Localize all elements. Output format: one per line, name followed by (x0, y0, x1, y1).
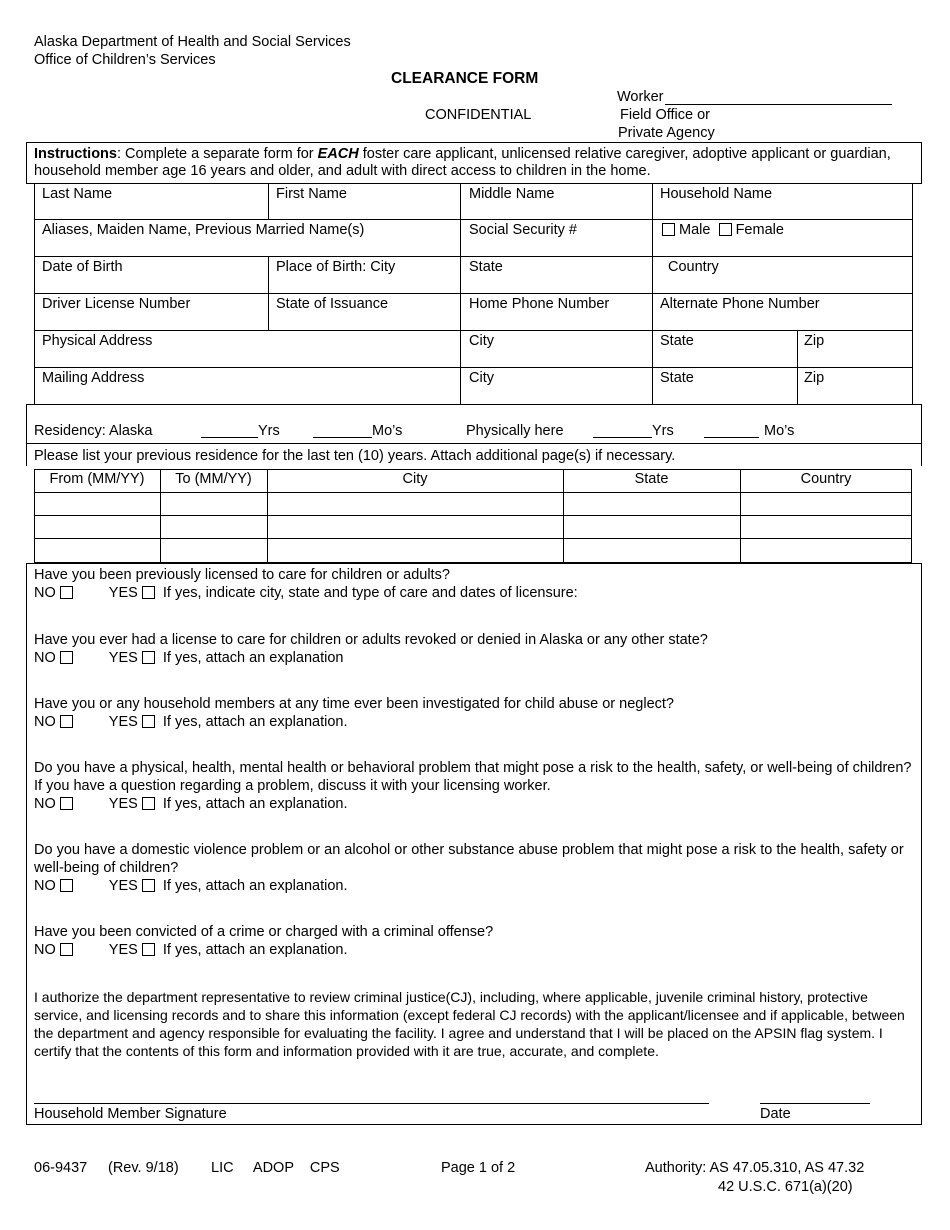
table-row[interactable] (36, 540, 910, 561)
program-tags: LIC ADOP CPS (211, 1160, 340, 1176)
table-row[interactable] (36, 517, 910, 537)
middle-name-field[interactable]: Middle Name (469, 186, 555, 202)
question-criminal: Have you been convicted of a crime or charged with a criminal offense? NO YES If yes, attach an explanation. (34, 924, 494, 958)
q5-yes-checkbox[interactable] (142, 879, 155, 892)
authority-usc: 42 U.S.C. 671(a)(20) (718, 1179, 853, 1195)
col-to: To (MM/YY) (175, 471, 252, 487)
residence-list-instruction: Please list your previous residence for the last ten (10) years. Attach additional page(s) if necessary. (34, 448, 676, 464)
sex-selector (662, 222, 784, 238)
alaska-months-field[interactable] (313, 437, 372, 438)
form-title: CLEARANCE FORM (391, 70, 539, 87)
question-investigated: Have you or any household members at any time ever been investigated for child abuse or neglect? NO YES If yes, attach an explanation. (34, 696, 674, 730)
confidential-label: CONFIDENTIAL (425, 107, 532, 123)
male-label: Male (679, 222, 711, 238)
physical-state-field[interactable]: State (660, 333, 694, 349)
date-field[interactable] (760, 1103, 870, 1104)
alt-phone-field[interactable]: Alternate Phone Number (660, 296, 820, 312)
q2-no-checkbox[interactable] (60, 651, 73, 664)
col-city: City (402, 471, 428, 487)
worker-field[interactable] (665, 104, 892, 105)
question-revoked: Have you ever had a license to care for children or adults revoked or denied in Alaska or any other state? NO YES If yes, attach an explanation (34, 632, 708, 666)
physical-address-field[interactable]: Physical Address (42, 333, 153, 349)
page-number: Page 1 of 2 (441, 1160, 516, 1176)
state-of-issuance-field[interactable]: State of Issuance (276, 296, 389, 312)
worker-label: Worker (617, 89, 664, 105)
ssn-field[interactable]: Social Security # (469, 222, 577, 238)
here-months-field[interactable] (704, 437, 759, 438)
question-substance: Do you have a domestic violence problem or an alcohol or other substance abuse problem that might pose a risk to the health, safety or well-being of children? NO YES If yes, attach an explanation. (34, 842, 904, 894)
mailing-state-field[interactable]: State (660, 370, 694, 386)
instructions-text: Instructions: Complete a separate form for EACH foster care applicant, unlicensed relative caregiver, adoptive applicant or guardian, household member age 16 years and older, and adult with direct access to children in the home. (34, 146, 891, 179)
mailing-address-field[interactable]: Mailing Address (42, 370, 145, 386)
pob-city-field[interactable]: Place of Birth: City (276, 259, 396, 275)
revision: (Rev. 9/18) (108, 1160, 179, 1176)
question-licensed: Have you been previously licensed to care for children or adults? NO YES If yes, indicate city, state and type of care and dates of licensure: (34, 567, 578, 601)
home-phone-field[interactable]: Home Phone Number (469, 296, 610, 312)
q6-yes-checkbox[interactable] (142, 943, 155, 956)
q6-no-checkbox[interactable] (60, 943, 73, 956)
q1-no-checkbox[interactable] (60, 586, 73, 599)
pob-country-field[interactable]: Country (668, 259, 719, 275)
table-row[interactable] (36, 494, 910, 514)
mailing-zip-field[interactable]: Zip (804, 370, 825, 386)
private-agency-label: Private Agency (618, 125, 715, 141)
alaska-months-label: Mo’s (372, 423, 403, 439)
last-name-field[interactable]: Last Name (42, 186, 113, 202)
here-years-field[interactable] (593, 437, 652, 438)
residency-alaska-label: Residency: Alaska (34, 423, 153, 439)
dob-field[interactable]: Date of Birth (42, 259, 123, 275)
form-number: 06-9437 (34, 1160, 88, 1176)
authority: Authority: AS 47.05.310, AS 47.32 (645, 1160, 865, 1176)
female-label: Female (735, 222, 784, 238)
q3-no-checkbox[interactable] (60, 715, 73, 728)
first-name-field[interactable]: First Name (276, 186, 347, 202)
aliases-field[interactable]: Aliases, Maiden Name, Previous Married Name(s) (42, 222, 365, 238)
date-label: Date (760, 1106, 791, 1122)
driver-license-field[interactable]: Driver License Number (42, 296, 191, 312)
question-health: Do you have a physical, health, mental health or behavioral problem that might pose a risk to the health, safety, or well-being of children? If you have a question regarding a problem, discuss it with your licensing worker. NO YES If yes, attach an explanation. (34, 760, 912, 812)
q4-no-checkbox[interactable] (60, 797, 73, 810)
male-checkbox[interactable] (662, 223, 675, 236)
agency-name: Alaska Department of Health and Social Services (34, 34, 351, 50)
household-name-field[interactable]: Household Name (660, 186, 773, 202)
signature-label: Household Member Signature (34, 1106, 227, 1122)
here-years-label: Yrs (652, 423, 674, 439)
field-office-label: Field Office or (620, 107, 710, 123)
physical-city-field[interactable]: City (469, 333, 494, 349)
pob-state-field[interactable]: State (469, 259, 503, 275)
alaska-years-field[interactable] (201, 437, 258, 438)
signature-field[interactable] (34, 1103, 709, 1104)
col-country: Country (800, 471, 852, 487)
q1-yes-checkbox[interactable] (142, 586, 155, 599)
q5-no-checkbox[interactable] (60, 879, 73, 892)
office-name: Office of Children’s Services (34, 52, 216, 68)
alaska-years-label: Yrs (258, 423, 280, 439)
q4-yes-checkbox[interactable] (142, 797, 155, 810)
physical-zip-field[interactable]: Zip (804, 333, 825, 349)
q3-yes-checkbox[interactable] (142, 715, 155, 728)
female-checkbox[interactable] (719, 223, 732, 236)
mailing-city-field[interactable]: City (469, 370, 494, 386)
authorization-statement: I authorize the department representative to review criminal justice(CJ), including, where applicable, juvenile criminal history, protective service, and licensing records and to share this information (except federal CJ records) with the applicant/licensee and if applicable, between the department and agency responsible for evaluating the facility. I agree and understand that I will be placed on the APSIN flag system. I certify that the contents of this form and information provided with it are true, accurate, and complete. (34, 989, 905, 1059)
col-state: State (634, 471, 669, 487)
here-months-label: Mo’s (764, 423, 795, 439)
q2-yes-checkbox[interactable] (142, 651, 155, 664)
col-from: From (MM/YY) (49, 471, 145, 487)
physically-here-label: Physically here (466, 423, 564, 439)
